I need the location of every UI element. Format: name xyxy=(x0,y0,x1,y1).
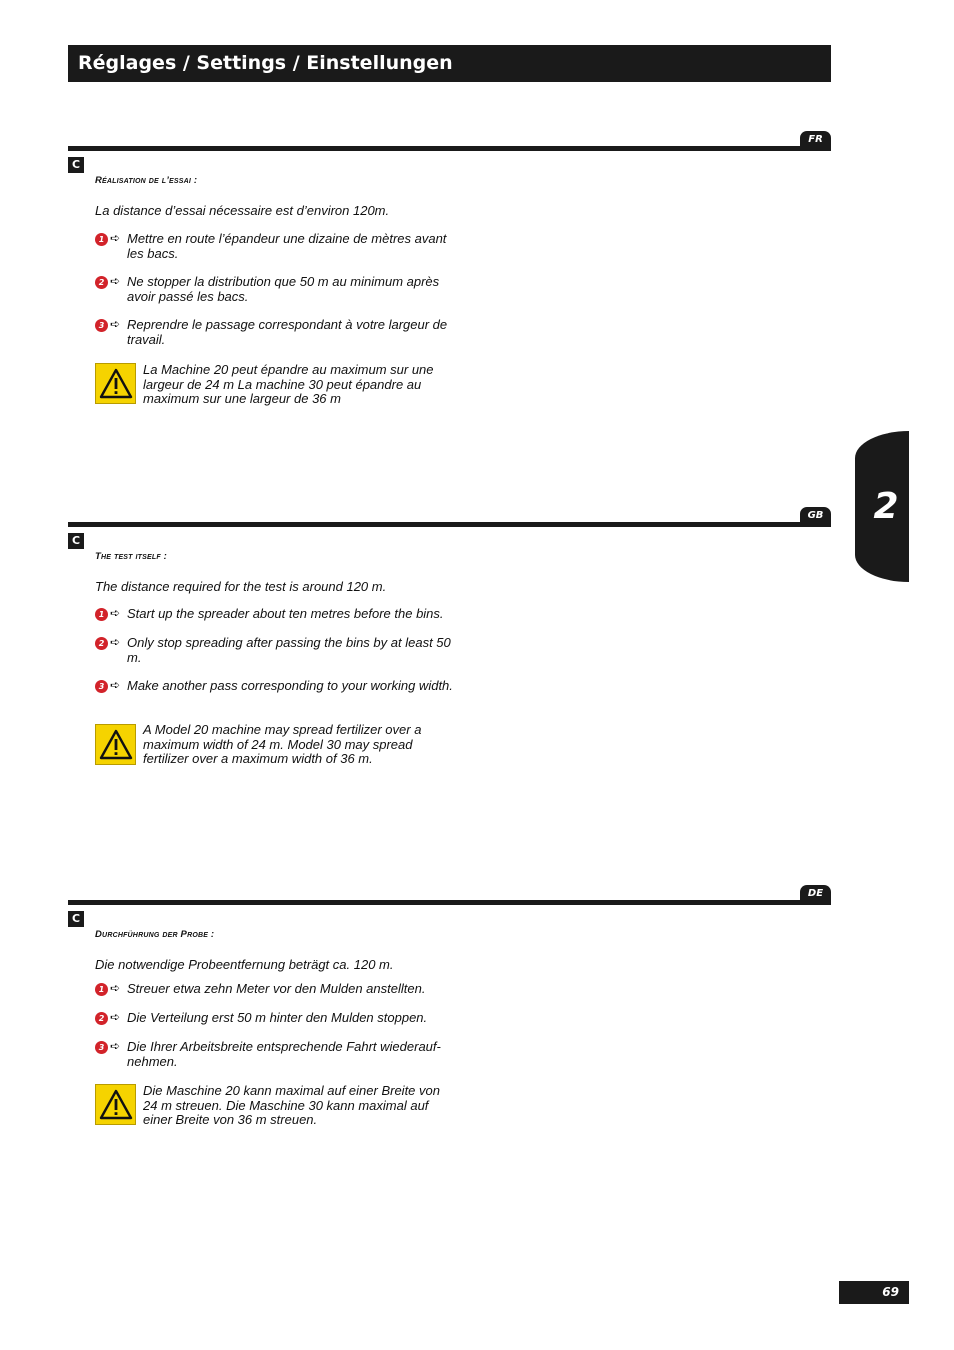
chapter-number: 2 xyxy=(873,486,899,527)
section-letter: C xyxy=(68,533,84,549)
language-tab: GB xyxy=(800,507,831,525)
page-title: Réglages / Settings / Einstellungen xyxy=(78,52,453,74)
step-number-badge: 2 xyxy=(95,1012,108,1025)
step-number-badge: 2 xyxy=(95,637,108,650)
step-text: Only stop spreading after passing the bins by at least 50 m. xyxy=(127,635,451,665)
section-rule xyxy=(68,146,831,151)
arrow-right-icon: ➪ xyxy=(110,606,121,620)
page-number-text: 69 xyxy=(882,1285,899,1299)
section-subtitle: Réalisation de l’essai : xyxy=(95,175,198,186)
section-subtitle: Durchführung der Probe : xyxy=(95,929,215,940)
step-number-badge: 3 xyxy=(95,1041,108,1054)
warning-text: La Machine 20 peut épandre au maximum sur une largeur de 24 m La machine 30 peut épandre au maximum sur une largeur de 36 m xyxy=(143,362,434,406)
step-text: Mettre en route l’épandeur une dizaine de mètres avant les bacs. xyxy=(127,231,447,261)
section-rule xyxy=(68,900,831,905)
step-number-badge: 3 xyxy=(95,680,108,693)
step-text: Ne stopper la distribution que 50 m au minimum après avoir passé les bacs. xyxy=(127,274,440,304)
section-gb xyxy=(0,507,954,847)
page-number xyxy=(839,1281,909,1304)
section-intro: La distance d’essai nécessaire est d’environ 120m. xyxy=(95,203,390,218)
page-header xyxy=(68,45,831,82)
arrow-right-icon: ➪ xyxy=(110,1010,121,1024)
language-tab: FR xyxy=(800,131,831,149)
arrow-right-icon: ➪ xyxy=(110,274,121,288)
arrow-right-icon: ➪ xyxy=(110,231,121,245)
step-number-badge: 2 xyxy=(95,276,108,289)
language-tab: DE xyxy=(800,885,831,903)
step-text: Die Ihrer Arbeitsbreite entsprechende Fahrt wiederauf-nehmen. xyxy=(127,1039,441,1069)
arrow-right-icon: ➪ xyxy=(110,981,121,995)
arrow-right-icon: ➪ xyxy=(110,635,121,649)
warning-triangle-icon xyxy=(95,1084,136,1125)
arrow-right-icon: ➪ xyxy=(110,317,121,331)
section-letter: C xyxy=(68,911,84,927)
section-rule xyxy=(68,522,831,527)
section-intro: The distance required for the test is around 120 m. xyxy=(95,579,387,594)
warning-triangle-icon xyxy=(95,724,136,765)
section-de xyxy=(0,885,954,1225)
section-letter: C xyxy=(68,157,84,173)
section-subtitle: The test itself : xyxy=(95,551,168,562)
step-text: Die Verteilung erst 50 m hinter den Mulden stoppen. xyxy=(127,1010,428,1025)
step-text: Start up the spreader about ten metres before the bins. xyxy=(127,606,444,621)
arrow-right-icon: ➪ xyxy=(110,678,121,692)
section-fr xyxy=(0,131,954,471)
warning-triangle-icon xyxy=(95,363,136,404)
arrow-right-icon: ➪ xyxy=(110,1039,121,1053)
step-number-badge: 1 xyxy=(95,233,108,246)
step-number-badge: 1 xyxy=(95,608,108,621)
section-intro: Die notwendige Probeentfernung beträgt ca. 120 m. xyxy=(95,957,394,972)
step-number-badge: 1 xyxy=(95,983,108,996)
step-text: Streuer etwa zehn Meter vor den Mulden anstellten. xyxy=(127,981,426,996)
step-number-badge: 3 xyxy=(95,319,108,332)
step-text: Reprendre le passage correspondant à votre largeur de travail. xyxy=(127,317,448,347)
warning-text: A Model 20 machine may spread fertilizer over a maximum width of 24 m. Model 30 may spread fertilizer over a maximum width of 36 m. xyxy=(143,722,422,766)
warning-text: Die Maschine 20 kann maximal auf einer Breite von 24 m streuen. Die Maschine 30 kann maximal auf einer Breite von 36 m streuen. xyxy=(143,1083,440,1127)
step-text: Make another pass corresponding to your working width. xyxy=(127,678,453,693)
